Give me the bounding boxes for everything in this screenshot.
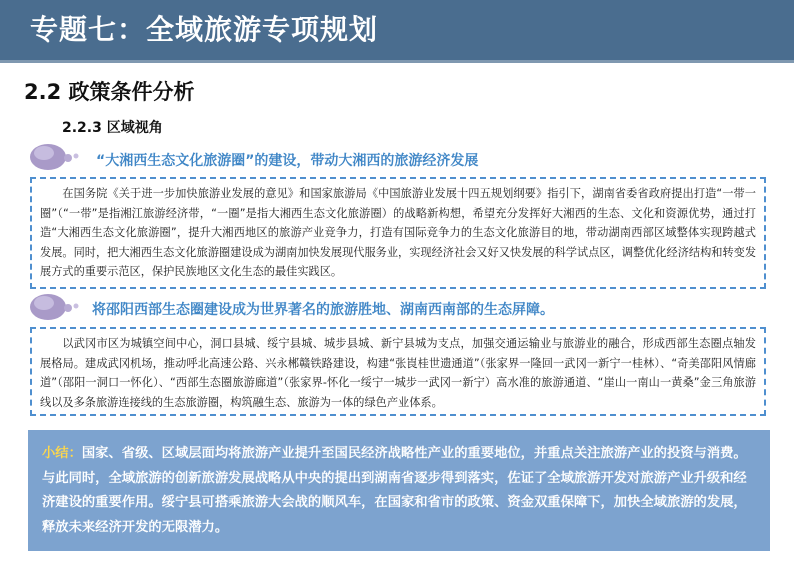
title-banner bbox=[0, 0, 794, 60]
block-2-box bbox=[30, 327, 766, 416]
section-title: 2.2 政策条件分析 bbox=[24, 80, 195, 104]
banner-divider bbox=[0, 60, 794, 63]
summary-label: 小结： bbox=[42, 446, 82, 461]
block-2-heading: 将邵阳西部生态圈建设成为世界著名的旅游胜地、湖南西南部的生态屏障。 bbox=[92, 302, 554, 318]
block-1-heading: “大湘西生态文化旅游圈”的建设，带动大湘西的旅游经济发展 bbox=[96, 153, 479, 169]
block-2-body: 以武冈市区为城镇空间中心，洞口县城、绥宁县城、城步县城、新宁县城为支点，加强交通运输业与旅游业的融合，形成西部生态圈点轴发展格局。建成武冈机场，推动呼北高速公路、兴永郴赣铁路建设，构建“张崀桂世遗通道”（张家界一隆回一武冈一新宁一桂林）、“奇美邵阳风情廊道”（邵阳一洞口一怀化）、“西部生态圈旅游廊道”（张家界-怀化一绥宁一城步一武冈一新宁）高水准的旅游通道、“崖山一南山一黄桑”金三角旅游线以及多条旅游连接线的生态旅游圈，构筑融生态、旅游为一体的绿色产业体系。 bbox=[40, 337, 756, 409]
block-1-box bbox=[30, 177, 766, 289]
summary-box bbox=[28, 430, 770, 551]
banner-title: 专题七：全域旅游专项规划 bbox=[30, 13, 379, 46]
summary-text: 国家、省级、区域层面均将旅游产业提升至国民经济战略性产业的重要地位，并重点关注旅游产业的投资与消费。与此同时，全域旅游的创新旅游发展战略从中央的提出到湖南省逐步得到落实，佐证了全域旅游开发对旅游产业升级和经济建设的重要作用。绥宁县可搭乘旅游大会战的顺风车，在国家和省市的政策、资金双重保障下，加快全域旅游的发展，释放未来经济开发的无限潜力。 bbox=[42, 446, 747, 535]
summary-paragraph bbox=[42, 442, 756, 540]
purple-blob-icon bbox=[28, 140, 82, 174]
block-1-body: 在国务院《关于进一步加快旅游业发展的意见》和国家旅游局《中国旅游业发展十四五规划纲要》指引下，湖南省委省政府提出打造“一带一圈”（“一带”是指湘江旅游经济带，“一圈”是指大湘西生态文化旅游圈）的战略新构想，希望充分发挥好大湘西的生态、文化和资源优势，通过打造“大湘西生态文化旅游圈”，提升大湘西地区的旅游产业竞争力，打造有国际竞争力的生态文化旅游目的地，带动湖南西部区域整体实现跨越式发展。同时，把大湘西生态文化旅游圈建设成为湖南加快发展现代服务业，实现经济社会又好又快发展的科学试点区，调整优化经济结构和转变发展方式的重要示范区，保护民族地区文化生态的最佳实践区。 bbox=[40, 187, 757, 279]
purple-blob-icon bbox=[28, 290, 82, 324]
subsection-title: 2.2.3 区域视角 bbox=[62, 120, 163, 136]
